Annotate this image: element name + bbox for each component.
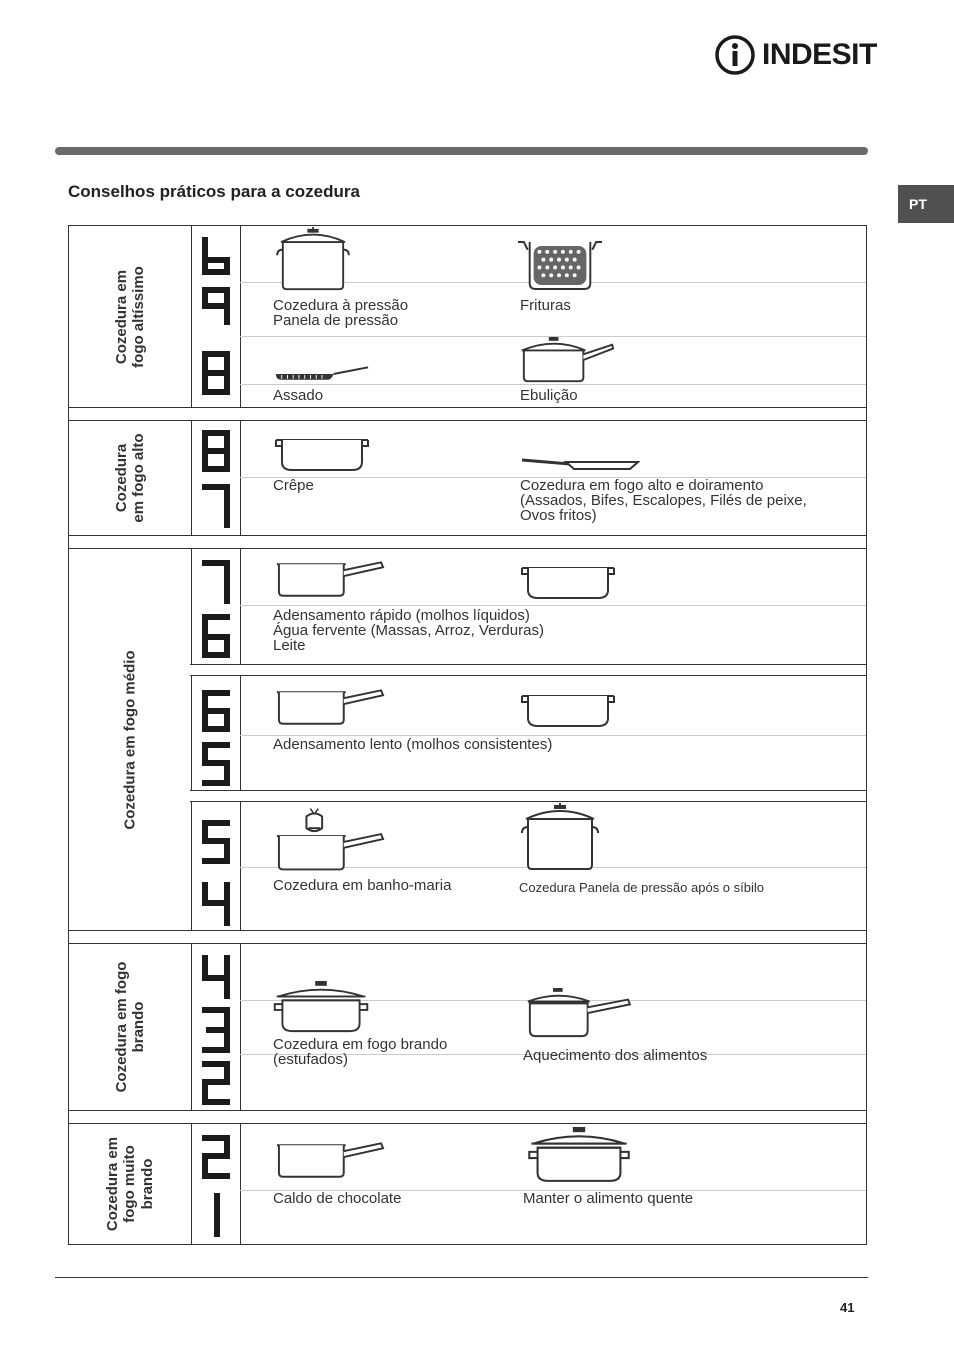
section-label-cell — [69, 944, 192, 1110]
power-level-digits — [191, 944, 241, 1110]
section-label-cell — [69, 421, 192, 535]
header-divider — [55, 147, 868, 155]
item-label: Crêpe — [273, 477, 314, 494]
frying-pan-icon — [520, 458, 640, 472]
indesit-logo — [714, 34, 877, 76]
item-label: Cozedura em fogo alto e doiramento (Assados, Bifes, Escalopes, Filés de peixe, Ovos fritos) — [520, 477, 807, 524]
section-gap — [68, 931, 867, 943]
subrow-gap — [190, 790, 867, 802]
section-very-high-heat — [68, 225, 867, 408]
section-label: Cozedura em fogo muito brando — [104, 1136, 156, 1232]
item-label: Cozedura à pressão Panela de pressão — [273, 297, 409, 329]
digit-9 — [205, 290, 227, 322]
section-label: Cozedura em fogo alto — [112, 433, 147, 523]
digit-6 — [205, 617, 227, 655]
language-tab: PT — [898, 185, 954, 223]
power-level-digits — [191, 226, 241, 407]
saucepan-icon — [275, 1141, 385, 1181]
digit-4 — [205, 885, 227, 923]
section-low-heat — [68, 943, 867, 1111]
digit-2 — [205, 1064, 227, 1102]
item-label: Adensamento lento (molhos consistentes) — [273, 736, 553, 753]
section-gap — [68, 408, 867, 420]
section-label: Cozedura em fogo brando — [112, 961, 147, 1093]
item-label: Cozedura Panela de pressão após o síbilo — [519, 880, 764, 895]
digit-7 — [205, 487, 227, 525]
item-label: Assado — [273, 387, 324, 404]
section-label-cell — [69, 226, 192, 407]
item-label: Frituras — [520, 297, 571, 314]
covered-pot-icon — [272, 981, 370, 1035]
digit-3 — [205, 1010, 227, 1050]
casserole-icon — [520, 562, 616, 602]
item-label: Ebulição — [520, 387, 578, 404]
casserole-icon — [520, 690, 616, 730]
item-label: Caldo de chocolate — [273, 1190, 402, 1207]
footer-divider — [55, 1277, 868, 1278]
digit-5 — [205, 745, 227, 783]
indesit-logo-icon — [714, 34, 756, 76]
section-label: Cozedura em fogo médio — [121, 649, 139, 830]
section-label-cell — [69, 1124, 192, 1244]
digit-8 — [205, 354, 227, 392]
item-label: Cozedura em banho-maria — [273, 877, 452, 894]
subrow-gap — [190, 664, 867, 676]
item-label: Adensamento rápido (molhos líquidos) Água fervente (Massas, Arroz, Verduras) Leite — [273, 607, 544, 654]
saucepan-icon — [275, 688, 385, 728]
item-label: Aquecimento dos alimentos — [523, 1047, 708, 1064]
section-label: Cozedura em fogo altíssimo — [112, 265, 147, 368]
row-divider — [240, 605, 866, 606]
digit-6 — [205, 693, 227, 729]
covered-saucepan-icon — [523, 988, 633, 1040]
bain-marie-icon — [275, 806, 385, 872]
section-very-low-heat — [68, 1123, 867, 1245]
section-gap — [68, 536, 867, 548]
item-label: Cozedura em fogo brando (estufados) — [273, 1036, 448, 1068]
section-gap — [68, 1111, 867, 1123]
digit-7 — [205, 563, 227, 601]
page-title: Conselhos práticos para a cozedura — [68, 182, 360, 201]
digit-5 — [205, 823, 227, 861]
saucepan-lid-icon — [519, 337, 617, 385]
pressure-cooker-icon — [520, 803, 600, 873]
digit-2 — [205, 1138, 227, 1176]
power-level-digits — [191, 1124, 241, 1244]
power-level-digits — [191, 421, 241, 535]
pressure-cooker-icon — [275, 227, 351, 293]
covered-pot-icon — [525, 1127, 633, 1185]
saucepan-icon — [275, 560, 385, 600]
grill-pan-icon — [274, 364, 370, 384]
digit-4 — [205, 958, 227, 996]
item-label: Manter o alimento quente — [523, 1190, 694, 1207]
fryer-basket-icon — [516, 238, 604, 293]
digit-8 — [205, 433, 227, 469]
brand-name: INDESIT — [762, 38, 877, 71]
page-number: 41 — [840, 1300, 855, 1315]
digit-6 — [205, 240, 227, 272]
power-level-digits — [191, 549, 241, 930]
section-label-cell — [69, 549, 192, 930]
casserole-icon — [274, 434, 370, 474]
